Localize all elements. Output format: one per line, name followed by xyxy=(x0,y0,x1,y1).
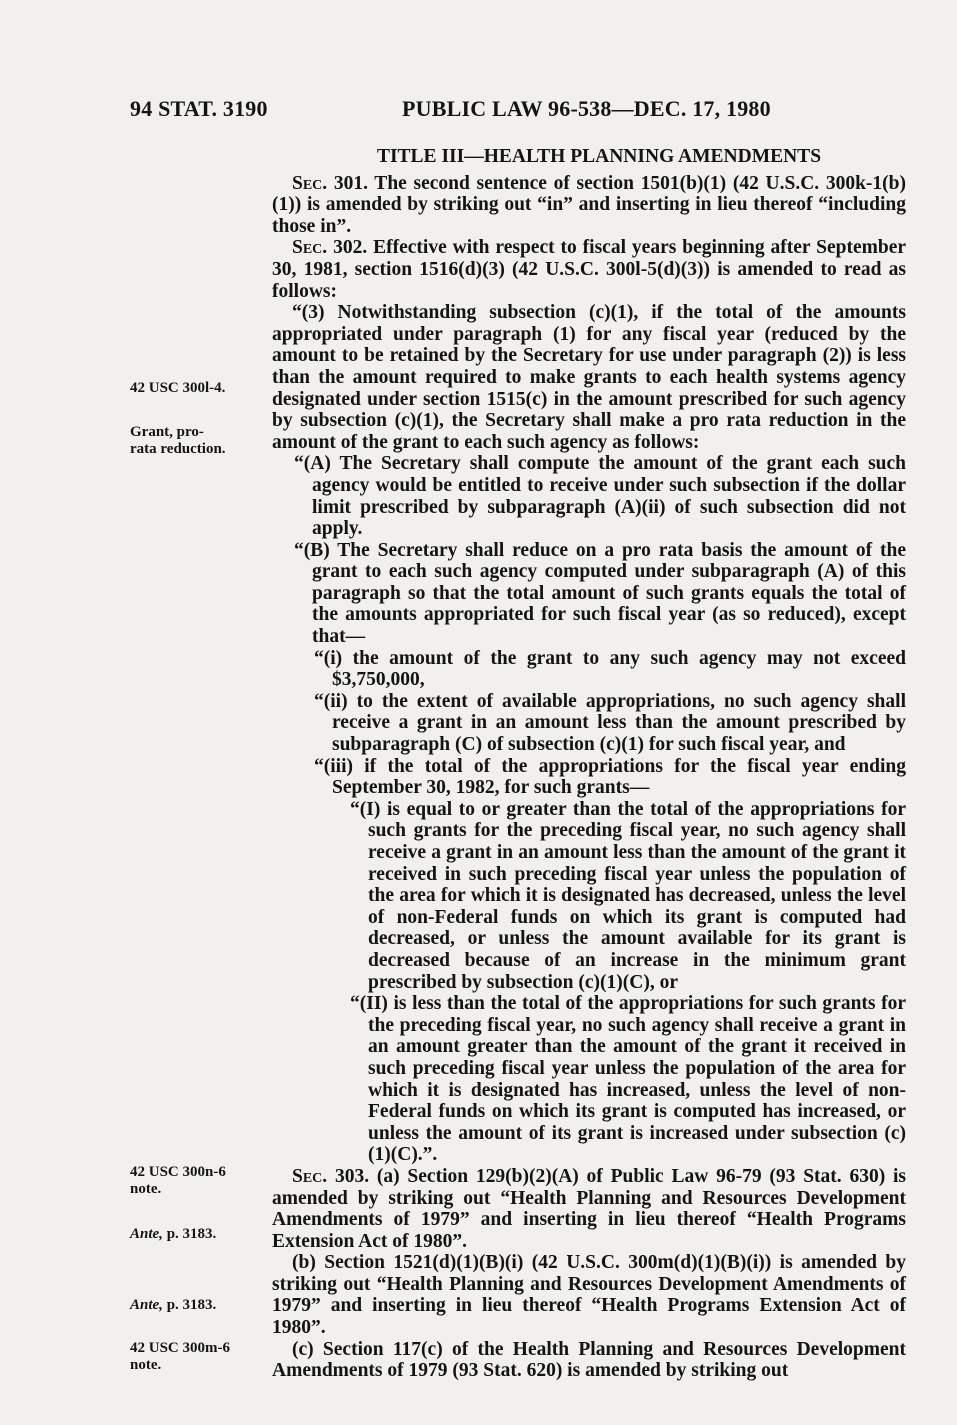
section-301: Sec. 301. The second sentence of section 1501(b)(1) (42 U.S.C. 300k-1(b)(1)) is amended by striking out “in” and inserting in lieu thereof “including those in”. xyxy=(272,172,907,237)
subclause-i: “(I) is equal to or greater than the total of the appropriations for such grants for the preceding fiscal year, no such agency shall receive a grant in an amount less than the amount of the grant it received in such preceding fiscal year unless the population of the area for which it is designated has decreased, unless the level of non-Federal funds on which its grant is computed had decreased, or unless the amount available for its grant is decreased because of an increase in the minimum grant prescribed by subsection (c)(1)(C), or xyxy=(350,798,906,993)
public-law-citation: PUBLIC LAW 96-538—DEC. 17, 1980 xyxy=(402,96,771,121)
section-303-a: Sec. 303. (a) Section 129(b)(2)(A) of Public Law 96-79 (93 Stat. 630) is amended by striking out “Health Planning and Resources Development Amendments of 1979” and inserting in lieu thereof “Health Programs Extension Act of 1980”. xyxy=(272,1165,906,1252)
section-303-b: (b) Section 1521(d)(1)(B)(i) (42 U.S.C. 300m(d)(1)(B)(i)) is amended by striking out “Health Planning and Resources Development Amendments of 1979” and inserting in lieu thereof “Health Programs Extension Act of 1980”. xyxy=(272,1252,906,1339)
subparagraph-a: “(A) The Secretary shall compute the amount of the grant each such agency would be entitled to receive under such subsection if the dollar limit prescribed by subparagraph (A)(ii) of such subsection did not apply. xyxy=(294,453,906,540)
margin-note-usc-300n-6-note: note. xyxy=(130,1181,162,1197)
margin-note-ante-1: Ante, p. 3183. xyxy=(130,1226,217,1242)
margin-note-grant-line1: Grant, pro- xyxy=(130,424,204,440)
paragraph-3: “(3) Notwithstanding subsection (c)(1), if the total of the amounts appropriated under paragraph (1) for any fiscal year (reduced by the amount to be retained by the Secretary for use under paragraph (2)) is less than the amount required to make grants to each health systems agency designated under section 1515(c) in the amount prescribed for such agency by subsection (c)(1), the Secretary shall make a pro rata reduction in the amount of the grant to each such agency as follows: xyxy=(272,302,906,453)
section-303-label: Sec. 303. xyxy=(292,1165,370,1187)
margin-note-grant-line2: rata reduction. xyxy=(130,441,226,457)
margin-note-ante-2: Ante, p. 3183. xyxy=(130,1297,217,1313)
law-text xyxy=(272,146,906,1382)
subparagraph-b: “(B) The Secretary shall reduce on a pro rata basis the amount of the grant to each such agency computed under subparagraph (A) of this paragraph so that the total amount of such grants equals the total of the amounts appropriated for such fiscal year (as so reduced), except that— xyxy=(294,539,906,648)
margin-note-usc-300n-6: 42 USC 300n-6 xyxy=(130,1164,226,1180)
section-302-label: Sec. 302. xyxy=(292,237,368,259)
section-301-label: Sec. 301. xyxy=(292,172,368,194)
margin-note-usc-300m-6: 42 USC 300m-6 xyxy=(130,1340,230,1356)
margin-note-usc-300l-4: 42 USC 300l-4. xyxy=(130,380,226,396)
clause-i: “(i) the amount of the grant to any such agency may not exceed $3,750,000, xyxy=(314,647,906,691)
margin-note-usc-300m-6-note: note. xyxy=(130,1357,162,1373)
subclause-ii: “(II) is less than the total of the appropriations for such grants for the preceding fiscal year, no such agency shall receive a grant in an amount greater than the amount of the grant it received in such preceding fiscal year unless the population of the area for which it is designated has increased, unless the level of non-Federal funds on which its grant is computed has increased, or unless the amount of its grant is increased under subsection (c)(1)(C).”. xyxy=(350,993,906,1166)
clause-iii: “(iii) if the total of the appropriations for the fiscal year ending September 30, 1982, for such grants— xyxy=(314,755,906,799)
section-303-c: (c) Section 117(c) of the Health Planning and Resources Development Amendments of 1979 (93 Stat. 620) is amended by striking out xyxy=(272,1338,906,1382)
title-heading: TITLE III—HEALTH PLANNING AMENDMENTS xyxy=(376,146,822,167)
stat-page-number: 94 STAT. 3190 xyxy=(130,96,268,121)
clause-ii: “(ii) to the extent of available appropriations, no such agency shall receive a grant in an amount less than the amount prescribed by subparagraph (C) of subsection (c)(1) for such fiscal year, and xyxy=(314,690,906,756)
section-302: Sec. 302. Effective with respect to fiscal years beginning after September 30, 1981, section 1516(d)(3) (42 U.S.C. 300l-5(d)(3)) is amended to read as follows: xyxy=(272,237,907,302)
